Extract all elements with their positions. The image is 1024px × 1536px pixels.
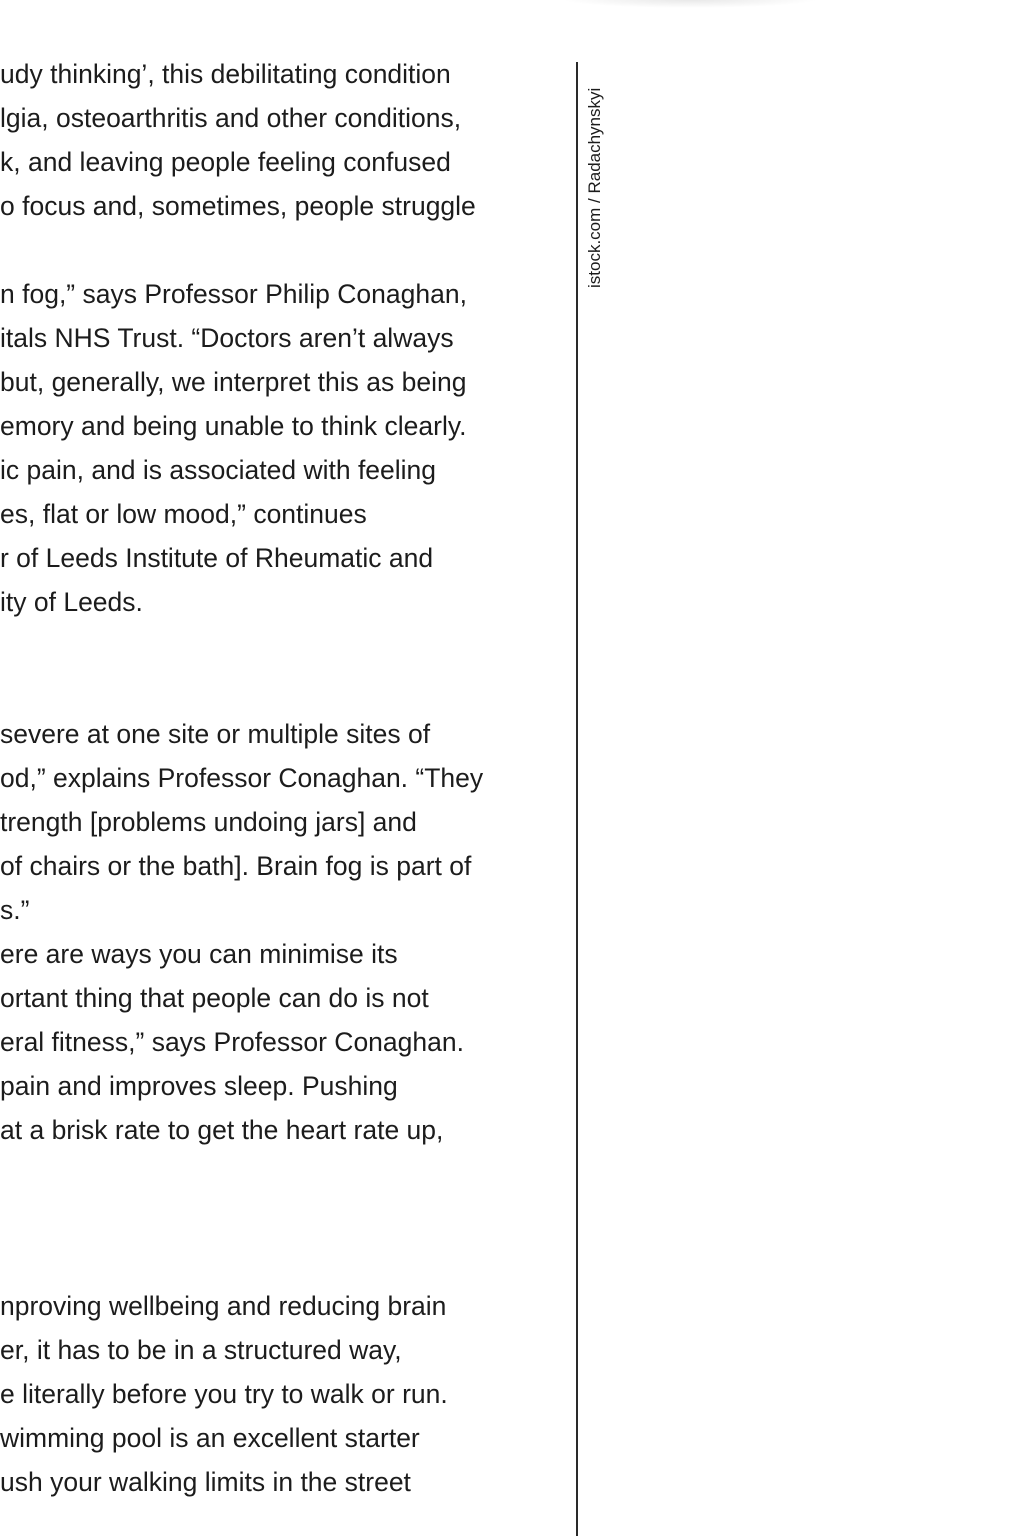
text-line: nproving wellbeing and reducing brain [0, 1291, 447, 1321]
text-line: itals NHS Trust. “Doctors aren’t always [0, 323, 454, 353]
text-line: es, flat or low mood,” continues [0, 499, 367, 529]
text-line: ity of Leeds. [0, 587, 143, 617]
paragraph-4 [0, 1284, 560, 1504]
text-line: severe at one site or multiple sites of [0, 719, 431, 749]
text-line: ortant thing that people can do is not [0, 983, 429, 1013]
text-line: at a brisk rate to get the heart rate up, [0, 1115, 444, 1145]
paragraph-2 [0, 272, 560, 624]
text-line: e literally before you try to walk or run. [0, 1379, 448, 1409]
text-line: od,” explains Professor Conaghan. “They [0, 763, 484, 793]
text-line: eral fitness,” says Professor Conaghan. [0, 1027, 464, 1057]
text-line: trength [problems undoing jars] and [0, 807, 417, 837]
text-line: s.” [0, 895, 30, 925]
text-line: k, and leaving people feeling confused [0, 147, 451, 177]
text-line: lgia, osteoarthritis and other conditions, [0, 103, 462, 133]
text-line: ush your walking limits in the street [0, 1467, 411, 1497]
text-line: but, generally, we interpret this as being [0, 367, 467, 397]
top-image-edge [560, 0, 820, 8]
text-line: emory and being unable to think clearly. [0, 411, 467, 441]
paragraph-1 [0, 52, 560, 228]
text-line: udy thinking’, this debilitating condition [0, 59, 451, 89]
text-line: n fog,” says Professor Philip Conaghan, [0, 279, 467, 309]
text-line: o focus and, sometimes, people struggle [0, 191, 476, 221]
photo-credit-text: istock.com / Radachynskyi [585, 87, 604, 288]
photo-credit [584, 62, 606, 292]
text-line: pain and improves sleep. Pushing [0, 1071, 398, 1101]
text-line: r of Leeds Institute of Rheumatic and [0, 543, 434, 573]
paragraph-3 [0, 712, 560, 1152]
text-line: of chairs or the bath]. Brain fog is part of [0, 851, 472, 881]
article-column [0, 52, 560, 1536]
text-line: ic pain, and is associated with feeling [0, 455, 437, 485]
text-line: ere are ways you can minimise its [0, 939, 398, 969]
text-line: er, it has to be in a structured way, [0, 1335, 402, 1365]
column-divider [576, 62, 578, 1536]
text-line: wimming pool is an excellent starter [0, 1423, 420, 1453]
